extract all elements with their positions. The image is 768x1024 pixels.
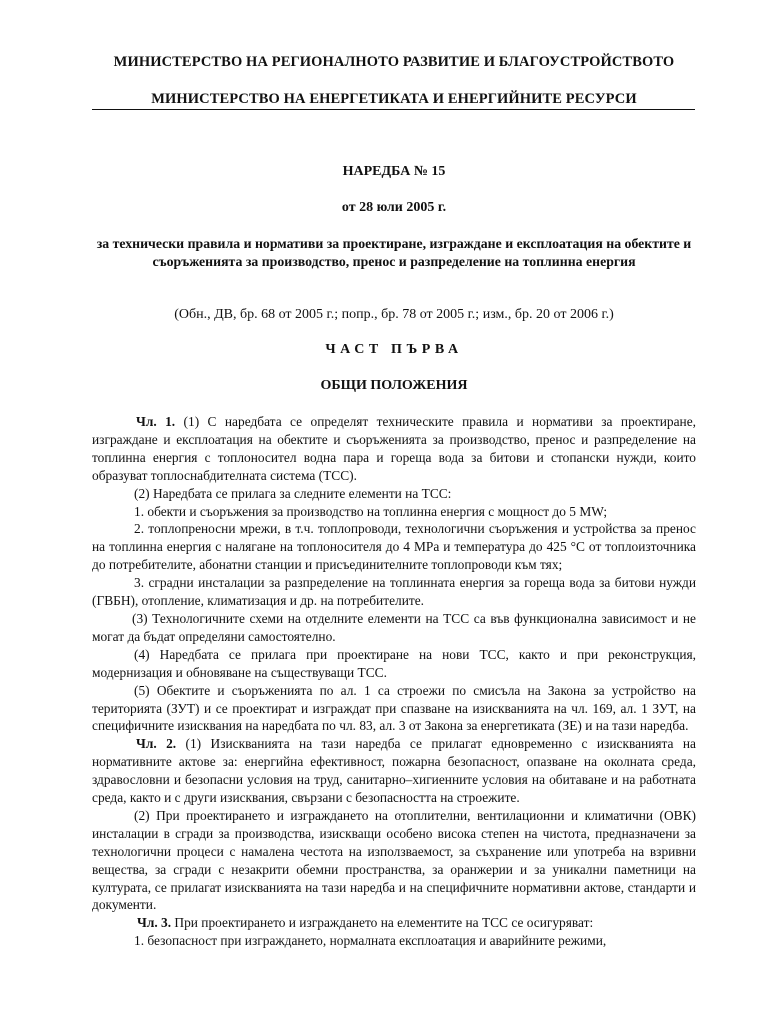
- heading-divider: [92, 109, 695, 110]
- ministry-heading-1: МИНИСТЕРСТВО НА РЕГИОНАЛНОТО РАЗВИТИЕ И БЛАГОУСТРОЙСТВОТО: [113, 54, 675, 70]
- article-3-p1-text: При проектирането и изграждането на елементите на ТСС се осигуряват:: [171, 915, 594, 931]
- section-heading: ОБЩИ ПОЛОЖЕНИЯ: [320, 378, 468, 393]
- article-1-paragraph-1: [92, 413, 696, 485]
- article-1-paragraph-2: (2) Наредбата се прилага за следните елементи на ТСС:: [134, 485, 452, 501]
- article-2-paragraph-1: [92, 735, 696, 807]
- article-1-label: Чл. 1.: [136, 414, 176, 429]
- document-title: НАРЕДБА № 15: [342, 164, 446, 179]
- document-body: [92, 413, 696, 950]
- article-3-item-1: 1. безопасност при изграждането, нормалната експлоатация и аварийните режими,: [134, 933, 607, 949]
- article-1-paragraph-3: (3) Технологичните схеми на отделните елементи на ТСС са във функционална зависимост и не могат да бъдат определяни самостоятелно.: [92, 610, 696, 644]
- article-2-paragraph-2: (2) При проектирането и изграждането на отоплителни, вентилационни и климатични (ОВК) инсталации в сгради за производства, изискващи особено висока степен на чистота, предназначени за технологични процеси с намалена честота на използваемост, за съхранение или употреба на взривни вещества, за сгради с незакрити обемни пространства, за оранжерии и за уникални паметници на културата, се прилагат изискванията на тази наредба и на специфичните нормативни актове, стандарти и документи.: [92, 807, 696, 913]
- article-1-paragraph-4: (4) Наредбата се прилага при проектиране на нови ТСС, както и при реконструкция, модернизация и обновяване на съществуващи ТСС.: [92, 646, 696, 680]
- article-1-paragraph-5: (5) Обектите и съоръженията по ал. 1 са строежи по смисъла на Закона за устройство на територията (ЗУТ) и се проектират и изграждат при спазване на изискванията на чл. 169, ал. 1 ЗУТ, на специфичните изисквания на наредбата по чл. 83, ал. 3 от Закона за енергетиката (ЗЕ) и на тази наредба.: [92, 682, 696, 734]
- article-3-paragraph-1: [92, 914, 696, 932]
- article-1-item-3: 3. сградни инсталации за разпределение на топлинната енергия за гореща вода за битови нужди (ГВБН), отопление, климатизация и др. на потребителите.: [92, 575, 696, 609]
- document-subject: за технически правила и нормативи за проектиране, изграждане и експлоатация на обектите и съоръженията за производство, пренос и разпределение на топлинна енергия: [96, 236, 692, 269]
- article-1-item-1: 1. обекти и съоръжения за производство на топлинна енергия с мощност до 5 MW;: [134, 503, 608, 519]
- article-2-p1-text: (1) Изискванията на тази наредба се прилагат едновременно с изискванията на нормативните актове за: енергийна ефективност, пожарна безопасност, опазване на околната среда, здравословни и безопасни условия на труд, санитарно–хигиенните условия на обитаване и на работната среда, както и с други изисквания, свързани с безопасността на строежите.: [92, 736, 696, 806]
- document-date: от 28 юли 2005 г.: [341, 200, 447, 215]
- part-heading: ЧАСТ ПЪРВА: [325, 342, 463, 357]
- article-1-item-2: 2. топлопреносни мрежи, в т.ч. топлопроводи, технологични съоръжения и устройства за пренос на топлинна енергия с налягане на топлоносителя до 4 MPa и температура до 425 °С от топлоизточника до потребителите, абонатни станции и присъединителните топлопроводи към тях;: [92, 521, 696, 573]
- publication-info: (Обн., ДВ, бр. 68 от 2005 г.; попр., бр. 78 от 2005 г.; изм., бр. 20 от 2006 г.): [174, 307, 614, 322]
- ministry-heading-2: МИНИСТЕРСТВО НА ЕНЕРГЕТИКАТА И ЕНЕРГИЙНИТЕ РЕСУРСИ: [151, 91, 637, 107]
- article-1-p1-text: (1) С наредбата се определят техническите правила и нормативи за проектиране, изграждане и експлоатация на обектите и съоръженията за производство, пренос и разпределение на топлинна енергия с топлоносител водна пара и гореща вода за битови и стопански нужди, които образуват топлоснабдителната система (ТСС).: [92, 414, 697, 483]
- article-3-label: Чл. 3.: [137, 915, 172, 931]
- article-2-label: Чл. 2.: [136, 736, 177, 752]
